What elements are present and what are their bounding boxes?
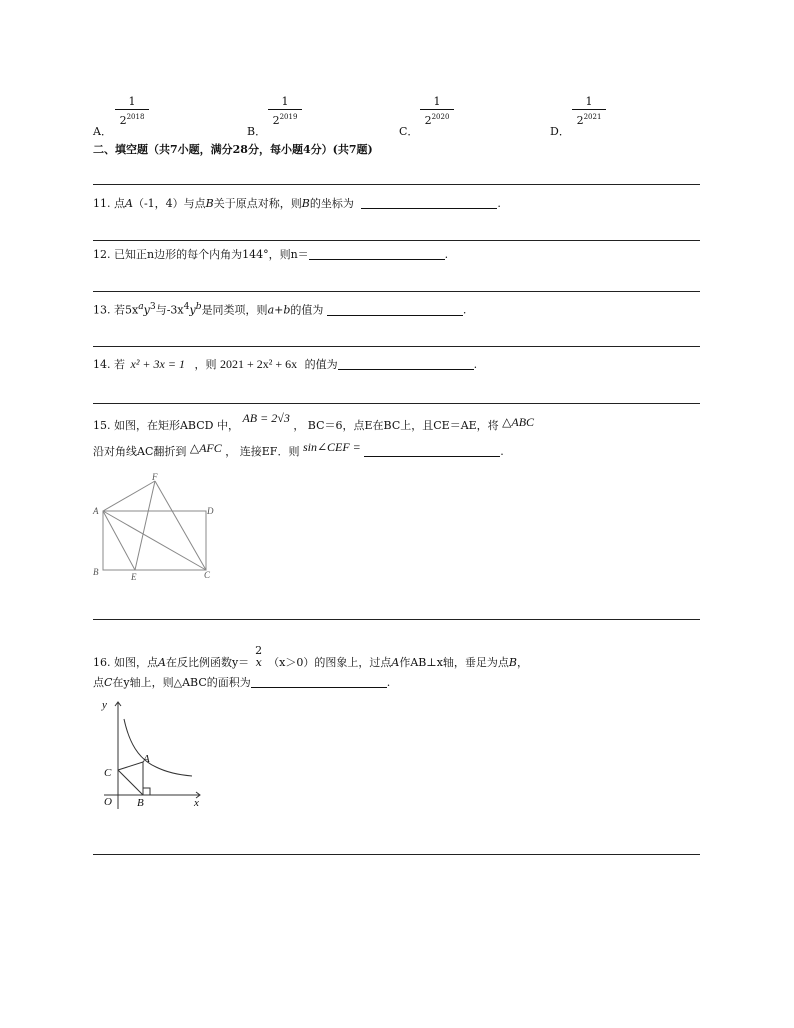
option-a-label: A． — [93, 125, 112, 138]
label-a: A — [93, 506, 99, 516]
divider-q15 — [93, 403, 700, 404]
label-b: B — [93, 567, 99, 577]
option-b-base: 2 — [272, 114, 280, 127]
option-c-fraction — [420, 96, 454, 127]
option-b-numerator: 1 — [281, 95, 289, 108]
segment-ef — [135, 481, 155, 570]
q15-sin-cef: sin∠CEF = — [302, 440, 361, 454]
option-a-numerator: 1 — [128, 95, 136, 108]
question-12: 12. 已知正n边形的每个内角为144°，则n＝ . — [93, 248, 449, 261]
label-a: A — [143, 753, 150, 765]
q14-expression: 2021 + 2x² + 6x — [219, 357, 298, 371]
option-a-fraction — [115, 96, 149, 127]
option-b-exponent: 2019 — [279, 113, 298, 121]
divider-q11 — [93, 184, 700, 185]
answer-blank-11[interactable] — [361, 207, 497, 209]
option-d-fraction — [572, 96, 606, 127]
segment-ca — [118, 762, 143, 770]
option-b-fraction — [268, 96, 302, 127]
option-d-exponent: 2021 — [583, 113, 602, 121]
option-a-exponent: 2018 — [126, 113, 145, 121]
right-angle-mark — [143, 788, 150, 795]
option-d-base: 2 — [576, 114, 584, 127]
q14-condition: x² + 3x = 1 — [130, 357, 185, 371]
label-c: C — [204, 570, 211, 580]
answer-blank-14[interactable] — [338, 368, 474, 370]
answer-blank-13[interactable] — [327, 314, 463, 316]
question-15-line-2: 沿对角线AC翻折到 △AFC ， 连接EF．则 sin∠CEF = . — [93, 440, 504, 458]
label-c: C — [104, 767, 112, 779]
option-c-label: C． — [399, 125, 419, 138]
question-14: 14. 若 x² + 3x = 1 ，则 2021 + 2x² + 6x 的值为 . — [93, 357, 478, 371]
label-b: B — [137, 797, 144, 809]
q15-rectangle-figure — [88, 470, 223, 585]
question-16-line-1: 16. 如图，点A在反比例函数y＝ 2 x （x＞0）的图象上，过点A作AB⊥x轴，垂足为点B， — [93, 644, 528, 669]
option-c-numerator: 1 — [433, 95, 441, 108]
q15-triangle-abc: △ABC — [502, 415, 535, 429]
question-11: 11. 点A（-1，4）与点B关于原点对称，则B的坐标为 . — [93, 197, 501, 210]
question-13: 13. 若$5x^ay^3$与$-3x^4y^b$是同类项，则a+b的值为 . — [93, 301, 467, 317]
label-y: y — [102, 699, 107, 711]
q16-fraction: 2 x — [255, 644, 263, 669]
label-e: E — [131, 572, 137, 582]
q16-graph-figure — [96, 697, 211, 812]
option-d-numerator: 1 — [585, 95, 593, 108]
option-d-label: D． — [550, 125, 570, 138]
q15-triangle-afc: △AFC — [189, 441, 222, 455]
option-c-exponent: 2020 — [431, 113, 450, 121]
question-15-line-1: 15. 如图，在矩形ABCD 中， AB = 2√3 ， BC＝6，点E在BC上，且CE＝AE，将 △ABC — [93, 411, 535, 432]
question-16-line-2: 点C在y轴上，则△ABC的面积为 . — [93, 676, 391, 689]
option-b-label: B． — [247, 125, 267, 138]
label-d: D — [207, 506, 214, 516]
segment-fc — [155, 481, 206, 570]
divider-q16 — [93, 619, 700, 620]
option-a-base: 2 — [119, 114, 127, 127]
divider-q14 — [93, 346, 700, 347]
hyperbola-curve — [124, 719, 192, 776]
section-title: 二、填空题（共7小题，满分28分，每小题4分）(共7题) — [93, 143, 373, 156]
label-o: O — [104, 796, 112, 808]
label-f: F — [152, 472, 158, 482]
option-c-base: 2 — [424, 114, 432, 127]
answer-blank-16[interactable] — [251, 686, 387, 688]
label-x: x — [194, 797, 199, 809]
segment-cb — [118, 770, 143, 795]
segment-af — [103, 481, 155, 511]
answer-blank-12[interactable] — [309, 258, 445, 260]
q15-ab-condition: AB = 2√3 — [242, 411, 290, 425]
answer-blank-15[interactable] — [364, 455, 500, 457]
divider-end — [93, 854, 700, 855]
divider-q13 — [93, 291, 700, 292]
divider-q12 — [93, 240, 700, 241]
